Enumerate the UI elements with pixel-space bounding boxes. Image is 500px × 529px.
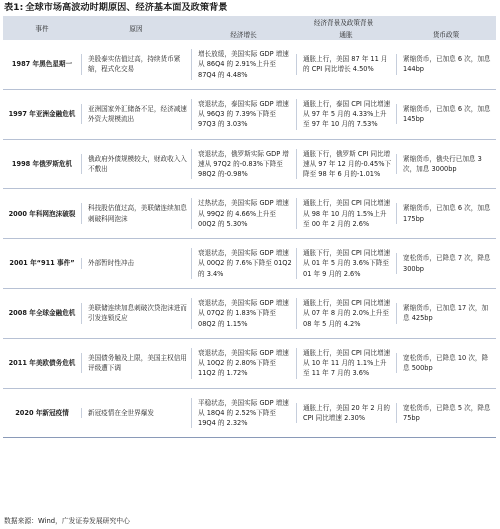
policy-cell: 宽松货币，已降息 10 次，降息 500bp bbox=[396, 353, 496, 374]
inflation-cell: 通胀上行，美国 20 年 2 月的 CPI 同比增速 2.30% bbox=[296, 403, 396, 424]
event-cell: 1997 年亚洲金融危机 bbox=[3, 89, 81, 139]
table-row bbox=[3, 288, 496, 338]
table-row bbox=[3, 388, 496, 438]
header-background-group: 经济背景及政策背景 bbox=[191, 16, 496, 27]
header-cause: 原因 bbox=[81, 16, 191, 40]
policy-cell: 紧缩货币，俄央行已加息 3 次，加息 3000bp bbox=[396, 154, 496, 175]
table-title-text: 全球市场高波动时期原因、经济基本面及政策背景 bbox=[25, 2, 228, 13]
policy-cell: 紧缩货币，已加息 6 次，加息 175bp bbox=[396, 203, 496, 224]
data-source-note: 数据来源：Wind，广发证券发展研究中心 bbox=[4, 517, 130, 525]
growth-cell: 衰退状态，美国实际 GDP 增速从 00Q2 的 7.6%下降至 01Q2 的 3.4% bbox=[191, 248, 296, 279]
event-cell: 2001 年“911 事件” bbox=[3, 239, 81, 289]
table-title bbox=[4, 2, 496, 14]
inflation-cell: 通胀上行，美国 CPI 同比增速从 07 年 8 月的 2.0%上升至 08 年 5 月的 4.2% bbox=[296, 298, 396, 329]
growth-cell: 衰退状态，美国实际 GDP 增速从 07Q2 的 1.83%下降至 08Q2 的 1.15% bbox=[191, 298, 296, 329]
cause-cell: 科技股估值过高，美联储连续加息刺破科网泡沫 bbox=[81, 203, 191, 224]
inflation-cell: 通胀下行，俄罗斯 CPI 同比增速从 97 年 12 月的-0.45%下降至 98 年 6 月的-1.01% bbox=[296, 149, 396, 180]
table-row bbox=[3, 40, 496, 89]
inflation-cell: 通胀上行，美国 CPI 同比增速从 10 年 11 月的 1.1%上升至 11 年 7 月的 3.6% bbox=[296, 348, 396, 379]
table-row bbox=[3, 338, 496, 388]
cause-cell: 美国债务触及上限，美国主权信用评级遭下调 bbox=[81, 353, 191, 374]
growth-cell: 过热状态，美国实际 GDP 增速从 99Q2 的 4.66%上升至 00Q2 的 5.30% bbox=[191, 198, 296, 229]
policy-cell: 紧缩货币，已加息 17 次，加息 425bp bbox=[396, 303, 496, 324]
growth-cell: 增长放缓，美国实际 GDP 增速从 86Q4 的 2.91%上升至 87Q4 的 4.48% bbox=[191, 49, 296, 80]
table-row bbox=[3, 89, 496, 139]
policy-cell: 紧缩货币，已加息 6 次，加息 145bp bbox=[396, 104, 496, 125]
table-number: 表1: bbox=[4, 2, 24, 13]
event-cell: 1998 年俄罗斯危机 bbox=[3, 139, 81, 189]
event-cell: 2020 年新冠疫情 bbox=[3, 388, 81, 438]
event-cell: 2008 年全球金融危机 bbox=[3, 288, 81, 338]
cause-cell: 美股泰实估值过高，持续货币紧缩，程式化交易 bbox=[81, 54, 191, 75]
policy-cell: 宽松货币，已降息 5 次，降息 75bp bbox=[396, 403, 496, 424]
event-cell: 2000 年科网泡沫破裂 bbox=[3, 189, 81, 239]
growth-cell: 平稳状态，美国实际 GDP 增速从 18Q4 的 2.52%下降至 19Q4 的 2.32% bbox=[191, 398, 296, 429]
table-row bbox=[3, 239, 496, 289]
cause-cell: 外部暂时性冲击 bbox=[81, 258, 191, 268]
header-growth: 经济增长 bbox=[191, 27, 296, 40]
policy-cell: 紧缩货币，已加息 6 次，加息 144bp bbox=[396, 54, 496, 75]
inflation-cell: 通胀上行，美国 87 年 11 月的 CPI 同比增长 4.50% bbox=[296, 54, 396, 75]
growth-cell: 衰退状态，美国实际 GDP 增速从 10Q2 的 2.80%下降至 11Q2 的 1.72% bbox=[191, 348, 296, 379]
table-row bbox=[3, 139, 496, 189]
cause-cell: 俄政府外债规模较大，财政收入入不敷出 bbox=[81, 154, 191, 175]
inflation-cell: 通胀下行，美国 CPI 同比增速从 01 年 5 月的 3.6%下降至 01 年 9 月的 2.6% bbox=[296, 248, 396, 279]
policy-cell: 宽松货币，已降息 7 次，降息 300bp bbox=[396, 253, 496, 274]
cause-cell: 亚洲国家外汇储备不足，经济减速外资大规模流出 bbox=[81, 104, 191, 125]
cause-cell: 美联储连续加息刺破次贷泡沫进而引发连锁反应 bbox=[81, 303, 191, 324]
header-event: 事件 bbox=[3, 16, 81, 40]
event-cell: 2011 年美欧债务危机 bbox=[3, 338, 81, 388]
cause-cell: 新冠疫情在全世界爆发 bbox=[81, 408, 191, 418]
table-row bbox=[3, 189, 496, 239]
inflation-cell: 通胀上行，泰国 CPI 同比增速从 97 年 5 月的 4.33%上升至 97 年 10 月的 7.53% bbox=[296, 99, 396, 130]
header-policy: 货币政策 bbox=[396, 27, 496, 40]
growth-cell: 衰退状态，俄罗斯实际 GDP 增速从 97Q2 的-0.83%下降至 98Q2 的-0.98% bbox=[191, 149, 296, 180]
growth-cell: 衰退状态，泰国实际 GDP 增速从 96Q3 的 7.39%下降至 97Q3 的 3.03% bbox=[191, 99, 296, 130]
header-inflation: 通胀 bbox=[296, 27, 396, 40]
market-volatility-table bbox=[3, 16, 496, 438]
inflation-cell: 通胀上行，美国 CPI 同比增速从 98 年 10 月的 1.5%上升至 00 年 2 月的 2.6% bbox=[296, 198, 396, 229]
event-cell: 1987 年黑色星期一 bbox=[3, 40, 81, 89]
